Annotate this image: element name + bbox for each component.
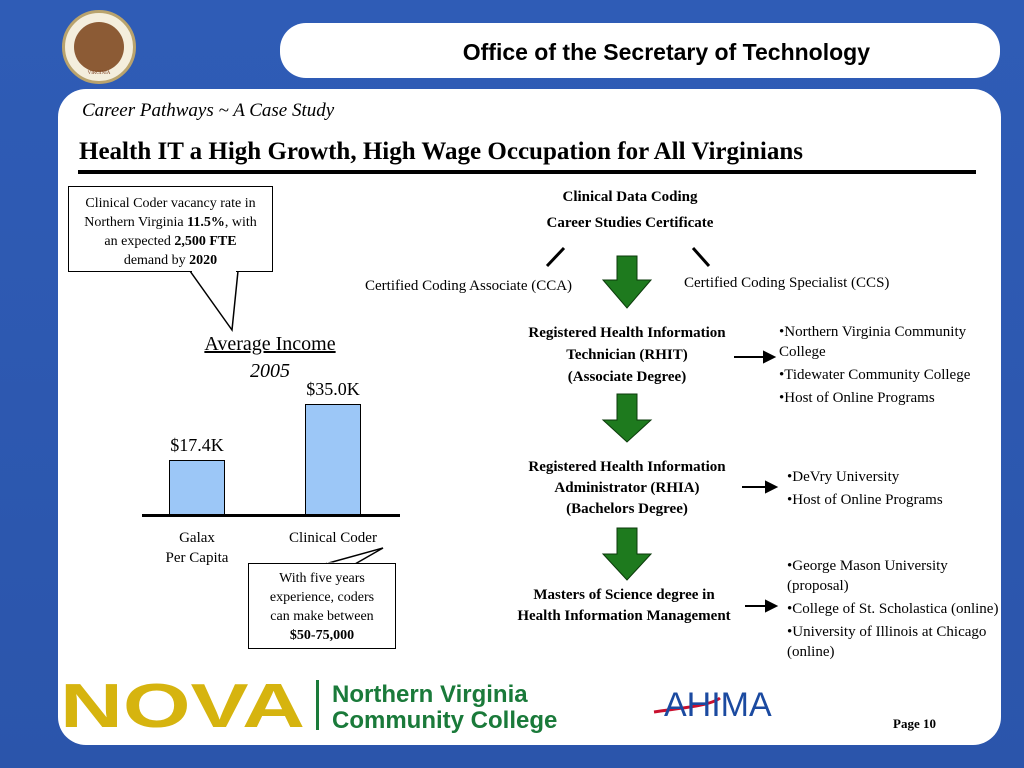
rhit-step: Registered Health Information Technician (RHIT) (Associate Degree): [528, 325, 726, 385]
bar-value-label-1: $35.0K: [306, 379, 360, 399]
callout2-line4: $50-75,000: [289, 627, 355, 643]
chart-subtitle: 2005: [250, 360, 290, 382]
rhit-schools-list: [779, 322, 994, 411]
svg-text:Northern Virginia: Northern Virginia: [332, 681, 528, 708]
list-item: •DeVry University: [787, 469, 900, 485]
masters-step: Masters of Science degree in Health Information Management: [517, 587, 731, 624]
masters-schools-list: [787, 556, 1012, 665]
ahima-logo: [650, 680, 810, 725]
cca-connector: [547, 248, 564, 266]
header-title: Office of the Secretary of Technology: [462, 39, 870, 65]
list-item: •Host of Online Programs: [779, 390, 935, 406]
list-item: •Tidewater Community College: [779, 367, 971, 383]
seal-text: VIRGINIA: [87, 71, 111, 76]
down-arrow-1: [603, 256, 651, 308]
list-item: •University of Illinois at Chicago (online): [787, 624, 987, 660]
ccs-connector: [693, 248, 709, 266]
category-label-0: Galax Per Capita: [165, 530, 229, 566]
callout2-line1: With five years: [279, 571, 365, 586]
nova-logo: [60, 676, 620, 736]
svg-text:NOVA: NOVA: [60, 676, 305, 736]
pathway-head-line1: Clinical Data Coding: [562, 189, 698, 205]
ccs-label: Certified Coding Specialist (CCS): [684, 275, 890, 291]
callout2-line3: can make between: [270, 608, 374, 624]
cca-label: Certified Coding Associate (CCA): [365, 278, 573, 294]
callout1-line1: Clinical Coder vacancy rate in: [85, 196, 256, 211]
list-item: •George Mason University (proposal): [787, 558, 948, 594]
bar-value-label-0: $17.4K: [170, 434, 224, 455]
list-item: •Northern Virginia Community College: [779, 324, 967, 360]
list-item: •Host of Online Programs: [787, 492, 943, 508]
down-arrow-2: [603, 394, 651, 442]
svg-text:Community College: Community College: [332, 707, 558, 734]
callout2-line2: experience, coders: [269, 589, 375, 605]
right-arrow-1: [764, 352, 774, 362]
callout1-line2: Northern Virginia 11.5%, with: [84, 214, 257, 230]
down-arrow-3: [603, 528, 651, 580]
page-number: Page 10: [893, 716, 936, 731]
rhia-step: Registered Health Information Administrator (RHIA) (Bachelors Degree): [528, 459, 726, 517]
callout1-line3: an expected 2,500 FTE: [104, 233, 237, 249]
right-arrow-2: [766, 482, 776, 492]
list-item: •College of St. Scholastica (online): [787, 601, 999, 617]
svg-text:AHIMA: AHIMA: [664, 686, 772, 724]
chart-title: Average Income: [204, 333, 336, 355]
slide-subtitle: Career Pathways ~ A Case Study: [82, 100, 335, 121]
right-arrow-3: [766, 601, 776, 611]
pathway-head-line2: Career Studies Certificate: [546, 215, 714, 231]
slide-title: Health IT a High Growth, High Wage Occupation for All Virginians: [79, 138, 803, 165]
rhia-schools-list: [787, 467, 987, 513]
callout1-line4: demand by 2020: [123, 252, 218, 268]
category-label-1: Clinical Coder: [289, 530, 377, 546]
